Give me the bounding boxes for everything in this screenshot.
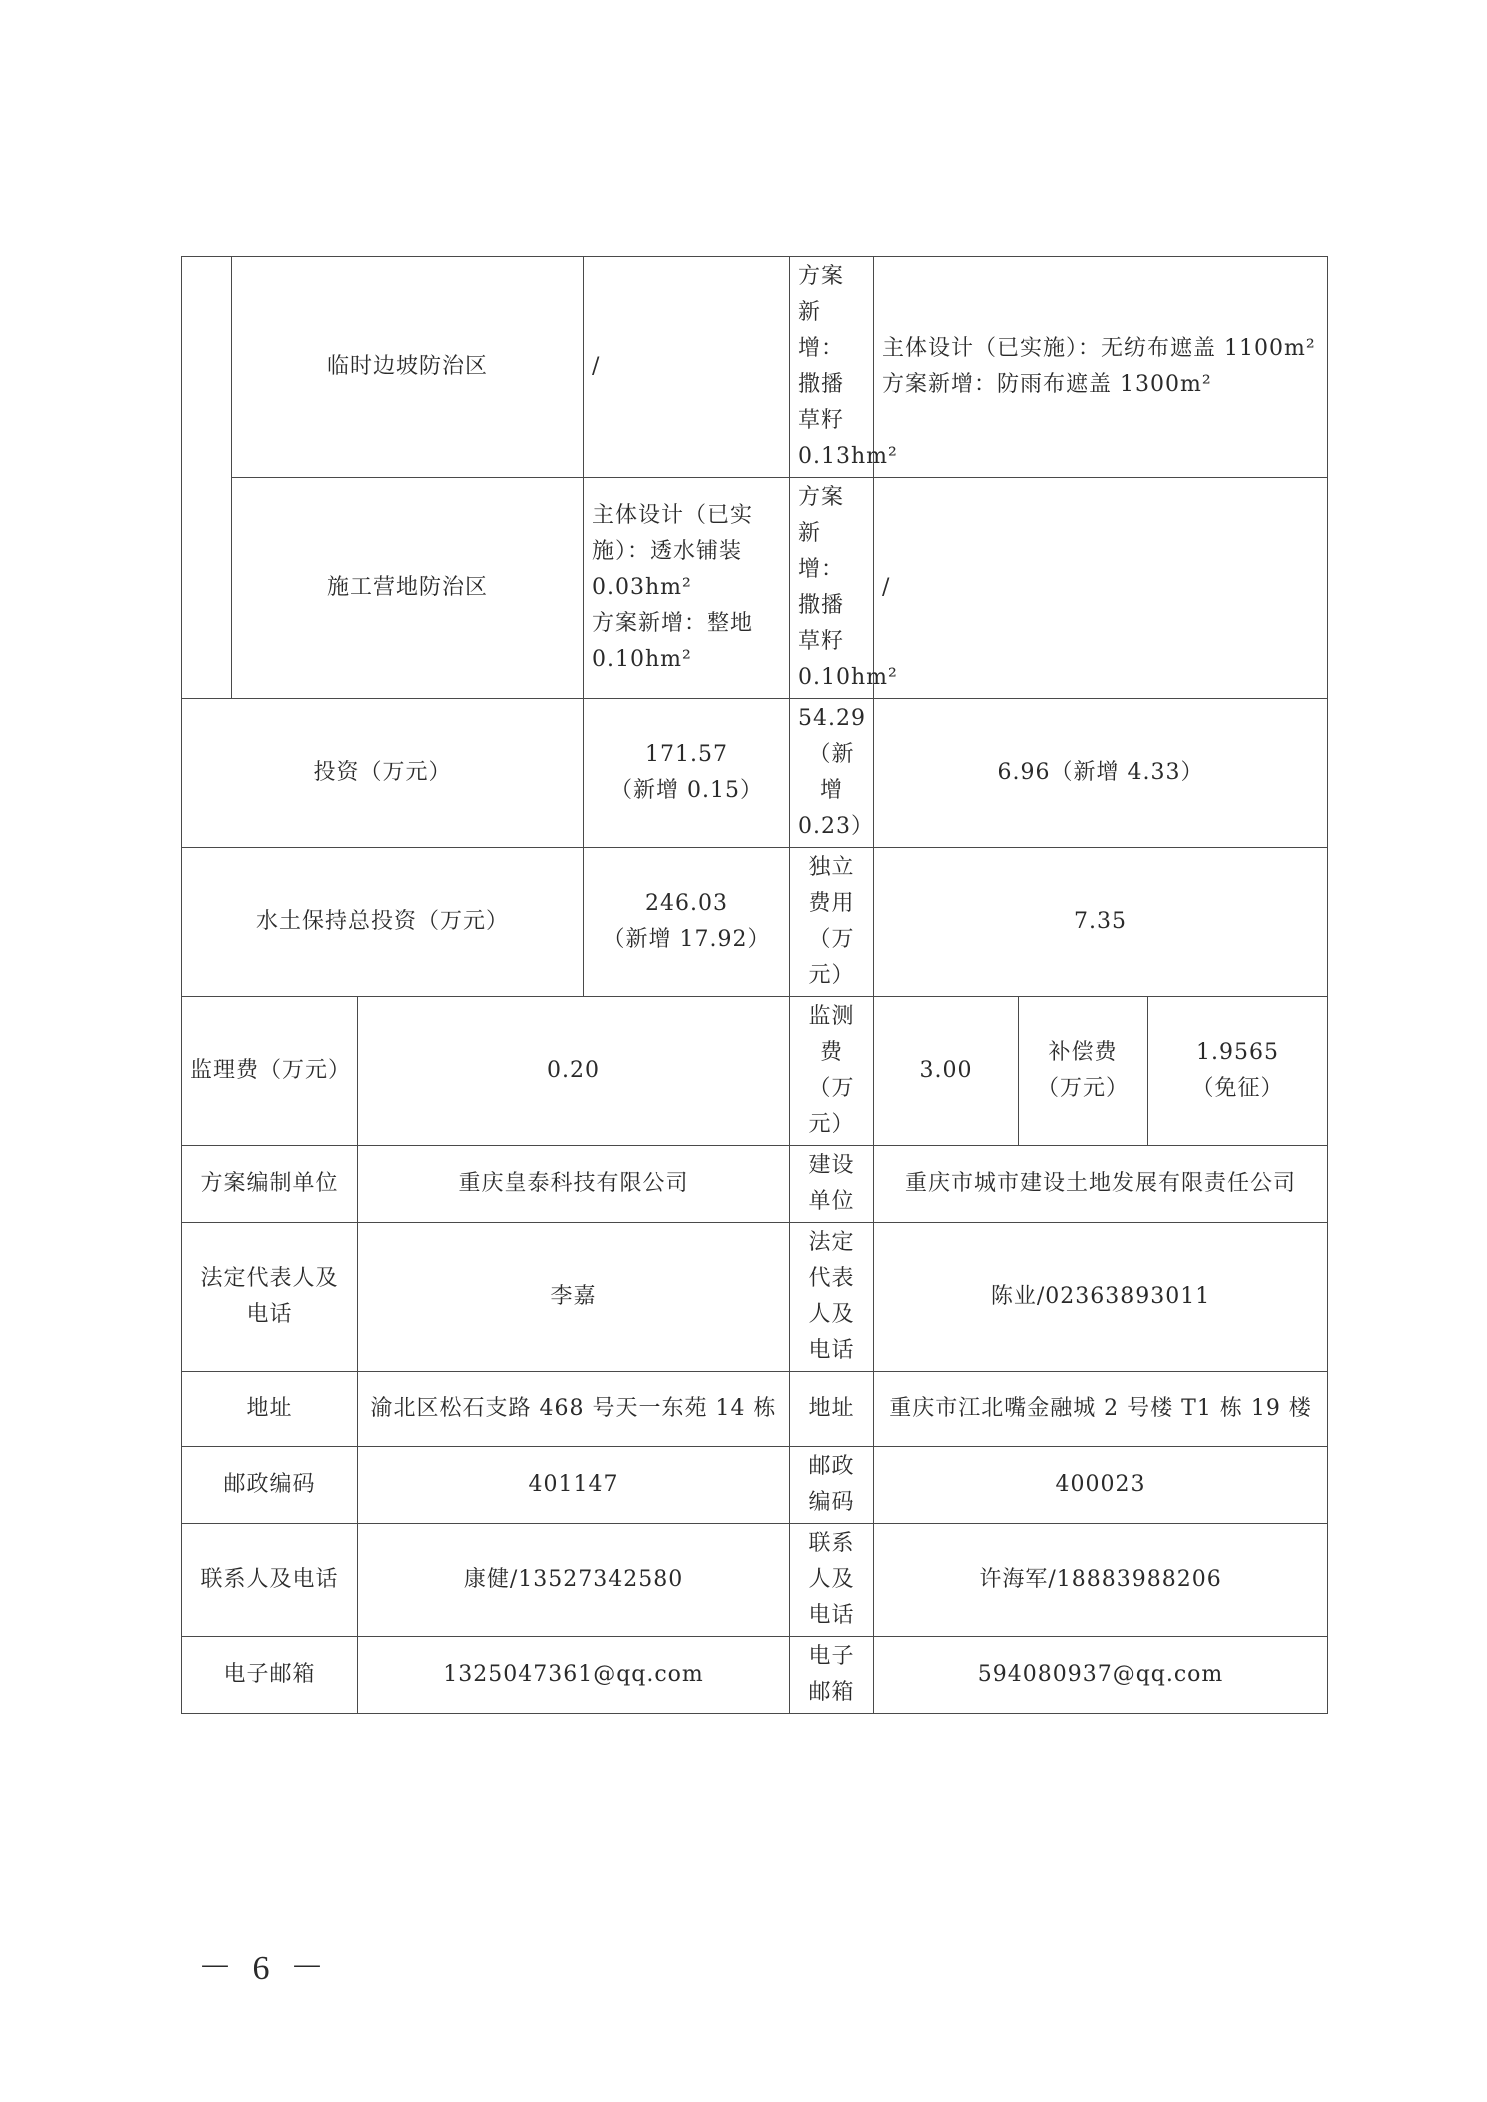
- email-value: 1325047361@qq.com: [358, 1637, 790, 1714]
- table-row: [182, 1524, 1328, 1637]
- monitoring-fee-label: 监测费 （万元）: [790, 997, 874, 1146]
- table-row: [182, 1637, 1328, 1714]
- area-cell-camp: 施工营地防治区: [232, 478, 584, 699]
- measure-cell: 方案新增：撒播草籽 0.13hm²: [790, 257, 874, 478]
- measure-cell: /: [874, 478, 1328, 699]
- table-row: [182, 997, 1328, 1146]
- table-row: [182, 257, 1328, 478]
- measure-cell: 方案新增：撒播草籽 0.10hm²: [790, 478, 874, 699]
- address-label: 地址: [182, 1372, 358, 1447]
- independent-cost-value: 7.35: [874, 848, 1328, 997]
- total-investment-label: 水土保持总投资（万元）: [182, 848, 584, 997]
- compensation-fee-value: 1.9565 （免征）: [1148, 997, 1328, 1146]
- address-label: 地址: [790, 1372, 874, 1447]
- investment-value: 54.29 （新增 0.23）: [790, 699, 874, 848]
- postal-code-label: 邮政编码: [790, 1447, 874, 1524]
- project-info-table: [181, 256, 1328, 1714]
- legal-rep-value: 李嘉: [358, 1223, 790, 1372]
- contact-label: 联系人及电话: [790, 1524, 874, 1637]
- contact-value: 许海军/18883988206: [874, 1524, 1328, 1637]
- table-row: [182, 478, 1328, 699]
- builder-label: 建设单位: [790, 1146, 874, 1223]
- independent-cost-label: 独立费用 （万元）: [790, 848, 874, 997]
- table-row: [182, 1146, 1328, 1223]
- investment-value: 171.57 （新增 0.15）: [584, 699, 790, 848]
- measure-cell: 主体设计（已实施）：无纺布遮盖 1100m² 方案新增：防雨布遮盖 1300m²: [874, 257, 1328, 478]
- supervision-fee-value: 0.20: [358, 997, 790, 1146]
- table-row: [182, 1223, 1328, 1372]
- email-label: 电子邮箱: [182, 1637, 358, 1714]
- investment-value: 6.96（新增 4.33）: [874, 699, 1328, 848]
- monitoring-fee-value: 3.00: [874, 997, 1019, 1146]
- indent-cell: [182, 257, 232, 699]
- table-row: [182, 699, 1328, 848]
- postal-code-value: 401147: [358, 1447, 790, 1524]
- builder-value: 重庆市城市建设土地发展有限责任公司: [874, 1146, 1328, 1223]
- legal-rep-label: 法定代表人及电话: [182, 1223, 358, 1372]
- contact-label: 联系人及电话: [182, 1524, 358, 1637]
- legal-rep-value: 陈业/02363893011: [874, 1223, 1328, 1372]
- legal-rep-label: 法定代表人及电话: [790, 1223, 874, 1372]
- total-investment-value: 246.03 （新增 17.92）: [584, 848, 790, 997]
- measure-cell: 主体设计（已实施）：透水铺装 0.03hm² 方案新增：整地 0.10hm²: [584, 478, 790, 699]
- table-row: [182, 1447, 1328, 1524]
- postal-code-value: 400023: [874, 1447, 1328, 1524]
- investment-label: 投资（万元）: [182, 699, 584, 848]
- prep-unit-value: 重庆皇泰科技有限公司: [358, 1146, 790, 1223]
- measure-cell: /: [584, 257, 790, 478]
- email-value: 594080937@qq.com: [874, 1637, 1328, 1714]
- supervision-fee-label: 监理费（万元）: [182, 997, 358, 1146]
- contact-value: 康健/13527342580: [358, 1524, 790, 1637]
- compensation-fee-label: 补偿费 （万元）: [1019, 997, 1148, 1146]
- email-label: 电子邮箱: [790, 1637, 874, 1714]
- address-value: 渝北区松石支路 468 号天一东苑 14 栋: [358, 1372, 790, 1447]
- table-row: [182, 1372, 1328, 1447]
- area-cell-slope: 临时边坡防治区: [232, 257, 584, 478]
- address-value: 重庆市江北嘴金融城 2 号楼 T1 栋 19 楼: [874, 1372, 1328, 1447]
- prep-unit-label: 方案编制单位: [182, 1146, 358, 1223]
- page-number: － 6 －: [198, 1950, 330, 1987]
- postal-code-label: 邮政编码: [182, 1447, 358, 1524]
- table-row: [182, 848, 1328, 997]
